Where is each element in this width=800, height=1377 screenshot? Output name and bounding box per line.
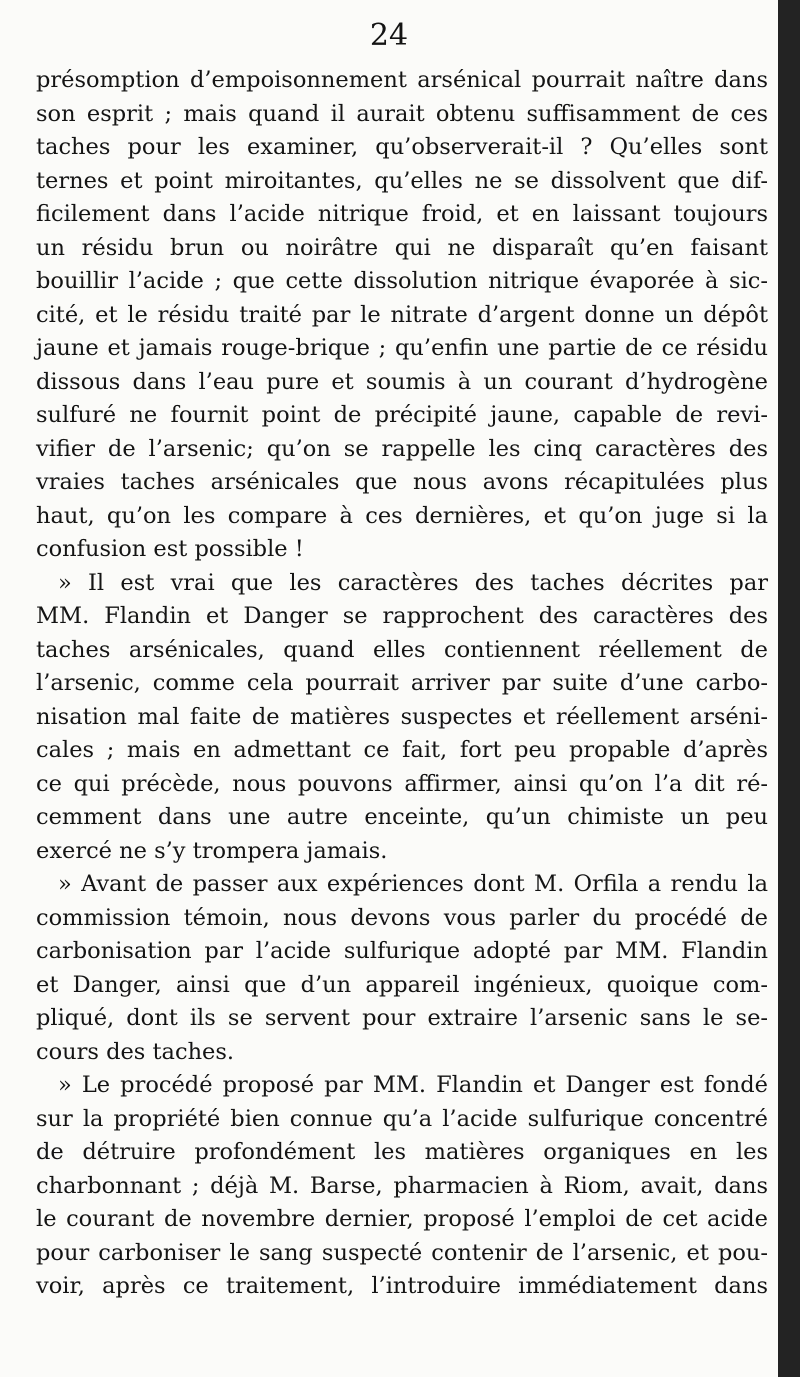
text-line: ce qui précède, nous pouvons affirmer, ainsi qu’on l’a dit ré- (36, 770, 768, 797)
paragraph-last-line: cours des taches. (36, 1038, 235, 1065)
text-line: vifier de l’arsenic; qu’on se rappelle les cinq caractères des (36, 435, 768, 462)
text-line: l’arsenic, comme cela pourrait arriver par suite d’une carbo- (36, 670, 768, 696)
text-line: taches arsénicales, quand elles contiennent réellement de (36, 636, 768, 663)
text-line: le courant de novembre dernier, proposé l’emploi de cet acide (36, 1206, 768, 1232)
text-line: bouillir l’acide ; que cette dissolution nitrique évaporée à sic- (36, 268, 768, 294)
text-line: carbonisation par l’acide sulfurique adopté par MM. Flandin (36, 938, 768, 964)
text-line: sur la propriété bien connue qu’a l’acide sulfurique concentré (36, 1105, 768, 1132)
text-line: vraies taches arsénicales que nous avons récapitulées plus (36, 469, 768, 495)
text-line: commission témoin, nous devons vous parler du procédé de (36, 904, 768, 931)
text-line: ficilement dans l’acide nitrique froid, et en laissant toujours (36, 201, 768, 227)
text-line: cemment dans une autre enceinte, qu’un chimiste un peu (36, 804, 768, 830)
text-line: cité, et le résidu traité par le nitrate d’argent donne un dépôt (36, 301, 768, 328)
text-line: haut, qu’on les compare à ces dernières, et qu’on juge si la (36, 502, 768, 529)
text-line: charbonnant ; déjà M. Barse, pharmacien à Riom, avait, dans (36, 1172, 768, 1199)
paragraph-last-line: confusion est possible ! (36, 536, 304, 562)
text-line: un résidu brun ou noirâtre qui ne disparaît qu’en faisant (36, 234, 768, 261)
page-text (36, 64, 768, 1304)
paragraph-first-line: » Le procédé proposé par MM. Flandin et Danger est fondé (58, 1072, 768, 1098)
text-line: voir, après ce traitement, l’introduire immédiatement dans (36, 1273, 768, 1299)
paragraph-first-line: » Il est vrai que les caractères des taches décrites par (58, 569, 768, 596)
text-line: MM. Flandin et Danger se rapprochent des caractères des (36, 603, 768, 629)
text-line: pliqué, dont ils se servent pour extraire l’arsenic sans le se- (36, 1005, 768, 1031)
text-line: pour carboniser le sang suspecté contenir de l’arsenic, et pou- (36, 1239, 768, 1266)
paragraph-first-line: » Avant de passer aux expériences dont M. Orfila a rendu la (58, 871, 768, 897)
text-line: dissous dans l’eau pure et soumis à un courant d’hydrogène (36, 368, 768, 395)
text-line: cales ; mais en admettant ce fait, fort peu propable d’après (36, 737, 768, 763)
text-line: et Danger, ainsi que d’un appareil ingénieux, quoique com- (36, 971, 768, 998)
text-line: jaune et jamais rouge-brique ; qu’enfin une partie de ce résidu (36, 335, 768, 361)
text-line: sulfuré ne fournit point de précipité jaune, capable de revi- (36, 402, 768, 428)
text-line: de détruire profondément les matières organiques en les (36, 1139, 768, 1165)
text-line: taches pour les examiner, qu’observerait-il ? Qu’elles sont (36, 134, 768, 160)
text-line: présomption d’empoisonnement arsénical pourrait naître dans (36, 67, 768, 93)
page-number: 24 (369, 18, 409, 53)
text-line: ternes et point miroitantes, qu’elles ne se dissolvent que dif- (36, 167, 768, 194)
paragraph-last-line: exercé ne s’y trompera jamais. (36, 837, 388, 864)
text-line: nisation mal faite de matières suspectes et réellement arséni- (36, 703, 768, 730)
text-line: son esprit ; mais quand il aurait obtenu suffisamment de ces (36, 100, 768, 127)
